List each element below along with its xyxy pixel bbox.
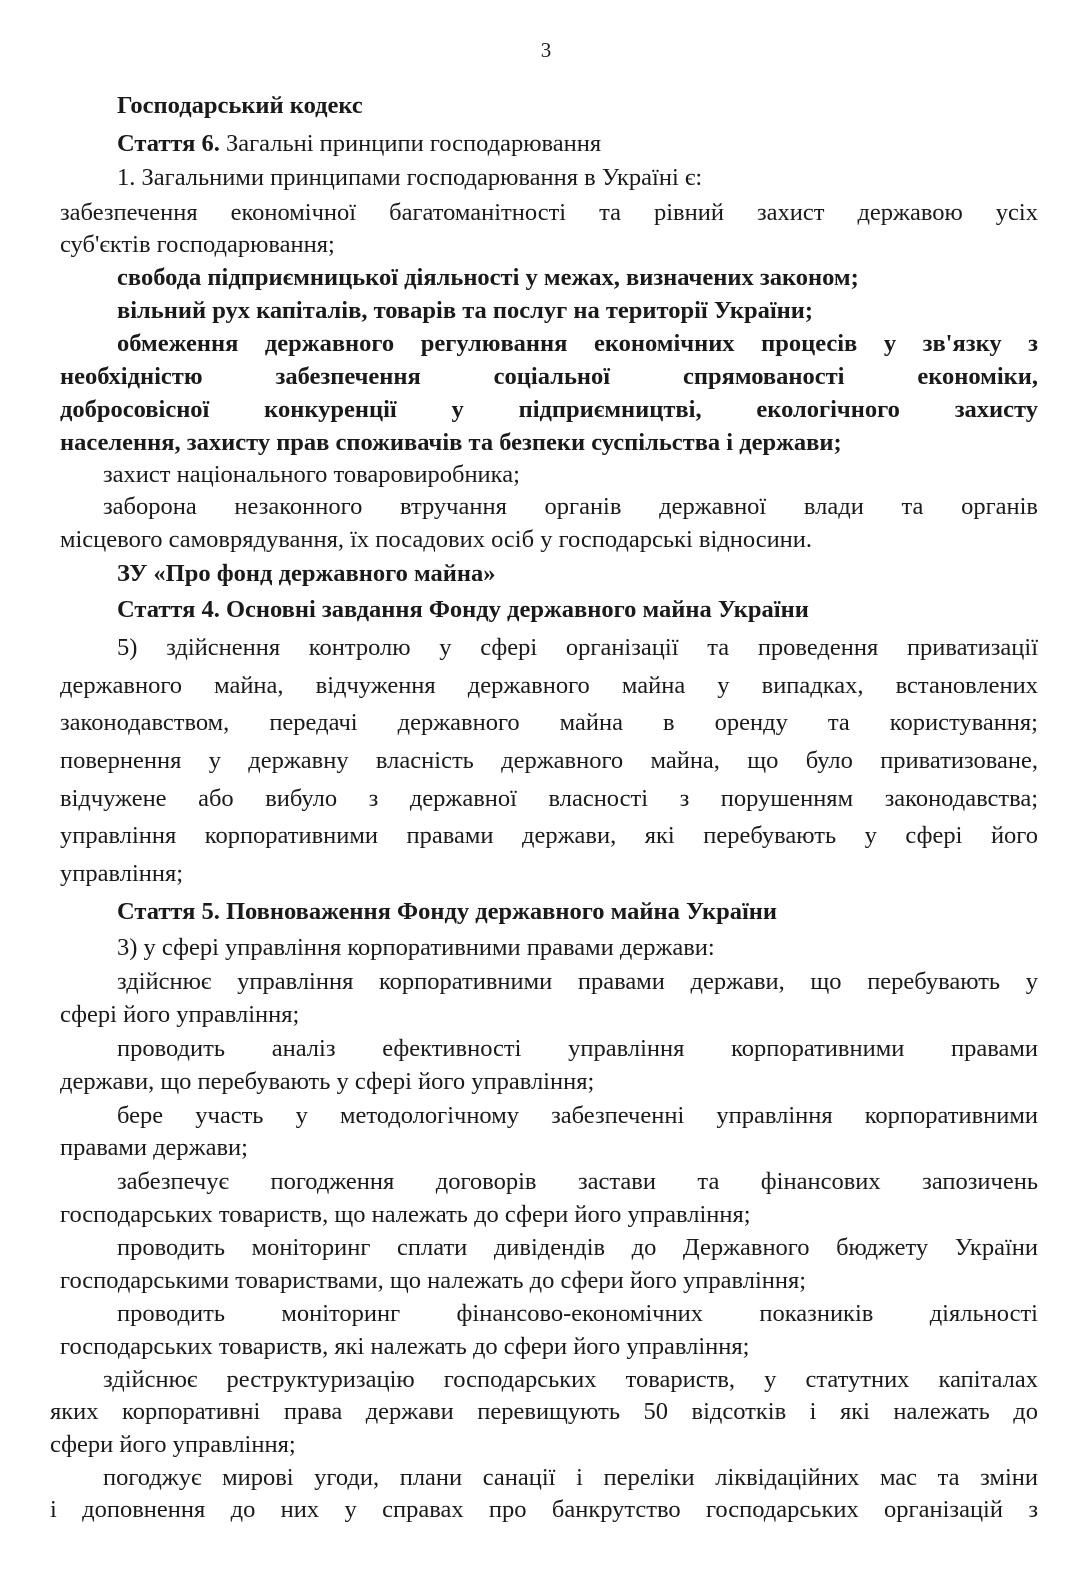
gk-item-1-line-2: суб'єктів господарювання; bbox=[60, 231, 335, 258]
zu-a4-line-4: повернення у державну власність державного майна, що було приватизоване, bbox=[60, 747, 1038, 774]
zu-a5-item-4-line-2: господарських товариств, що належать до сфери його управління; bbox=[60, 1201, 751, 1228]
zu-a5-item-3-line-2: правами держави; bbox=[60, 1134, 248, 1161]
gk-item-6-line-1: заборона незаконного втручання органів державної влади та органів bbox=[103, 493, 1038, 520]
gk-article6-name: Загальні принципи господарювання bbox=[225, 130, 602, 157]
page-number: 3 bbox=[540, 38, 552, 62]
zu-a5-intro: 3) у сфері управління корпоративними правами держави: bbox=[117, 934, 715, 961]
zu-a5-item-5-line-2: господарськими товариствами, що належать до сфери його управління; bbox=[60, 1267, 807, 1294]
zu-a5-item-7-line-3: сфери його управління; bbox=[50, 1431, 296, 1458]
gk-item-5: захист національного товаровиробника; bbox=[103, 461, 520, 488]
gk-item-4-line-3: добросовісної конкуренції у підприємництві, екологічного захисту bbox=[60, 396, 1038, 423]
zu-a5-item-2-line-1: проводить аналіз ефективності управління корпоративними правами bbox=[117, 1035, 1038, 1062]
zu-a5-item-3-line-1: бере участь у методологічному забезпеченні управління корпоративними bbox=[117, 1102, 1038, 1129]
gk-item-4-line-1: обмеження державного регулювання економічних процесів у зв'язку з bbox=[117, 330, 1038, 357]
zu-a4-line-3: законодавством, передачі державного майна в оренду та користування; bbox=[60, 709, 1038, 736]
zu-a4-line-6: управління корпоративними правами держави, які перебувають у сфері його bbox=[60, 822, 1038, 849]
gk-item-3: вільний рух капіталів, товарів та послуг на території України; bbox=[117, 297, 814, 324]
zu-a4-line-2: державного майна, відчуження державного майна у випадках, встановлених bbox=[60, 672, 1038, 699]
zu-a4-line-1: 5) здійснення контролю у сфері організації та проведення приватизації bbox=[117, 634, 1038, 661]
gk-item-6-line-2: місцевого самоврядування, їх посадових осіб у господарські відносини. bbox=[60, 526, 813, 553]
gk-article6-number: Стаття 6. bbox=[117, 130, 220, 157]
zu-article4-heading: Стаття 4. Основні завдання Фонду державного майна України bbox=[117, 596, 809, 623]
gk-item-4-line-4: населення, захисту прав споживачів та безпеки суспільства і держави; bbox=[60, 429, 842, 456]
zu-a5-item-2-line-2: держави, що перебувають у сфері його управління; bbox=[60, 1068, 595, 1095]
gk-item-2: свобода підприємницької діяльності у межах, визначених законом; bbox=[117, 264, 859, 291]
zu-a5-item-8-line-2: і доповнення до них у справах про банкрутство господарських організацій з bbox=[50, 1496, 1038, 1523]
zu-a5-item-7-line-2: яких корпоративні права держави перевищують 50 відсотків і які належать до bbox=[50, 1398, 1038, 1425]
zu-a5-item-1-line-2: сфері його управління; bbox=[60, 1001, 300, 1028]
zu-title: ЗУ «Про фонд державного майна» bbox=[117, 560, 496, 587]
zu-a5-item-4-line-1: забезпечує погодження договорів застави та фінансових запозичень bbox=[117, 1168, 1038, 1195]
zu-a4-line-7: управління; bbox=[60, 860, 184, 887]
zu-a5-item-6-line-2: господарських товариств, які належать до сфери його управління; bbox=[60, 1333, 750, 1360]
zu-a5-item-8-line-1: погоджує мирові угоди, плани санації і переліки ліквідаційних мас та зміни bbox=[103, 1464, 1038, 1491]
zu-a5-item-1-line-1: здійснює управління корпоративними правами держави, що перебувають у bbox=[117, 968, 1038, 995]
zu-a4-line-5: відчужене або вибуло з державної власності з порушенням законодавства; bbox=[60, 785, 1038, 812]
zu-a5-item-7-line-1: здійснює реструктуризацію господарських товариств, у статутних капіталах bbox=[103, 1366, 1038, 1393]
zu-a5-item-6-line-1: проводить моніторинг фінансово-економічних показників діяльності bbox=[117, 1300, 1038, 1327]
gk-article6-heading bbox=[117, 128, 601, 160]
gk-item-4-line-2: необхідністю забезпечення соціальної спрямованості економіки, bbox=[60, 363, 1038, 390]
gk-paragraph-1-intro: 1. Загальними принципами господарювання в Україні є: bbox=[117, 164, 703, 191]
gk-title: Господарський кодекс bbox=[117, 92, 363, 119]
zu-article5-heading: Стаття 5. Повноваження Фонду державного майна України bbox=[117, 898, 777, 925]
gk-item-1-line-1: забезпечення економічної багатоманітності та рівний захист державою усіх bbox=[60, 199, 1038, 226]
zu-a5-item-5-line-1: проводить моніторинг сплати дивідендів до Державного бюджету України bbox=[117, 1234, 1038, 1261]
